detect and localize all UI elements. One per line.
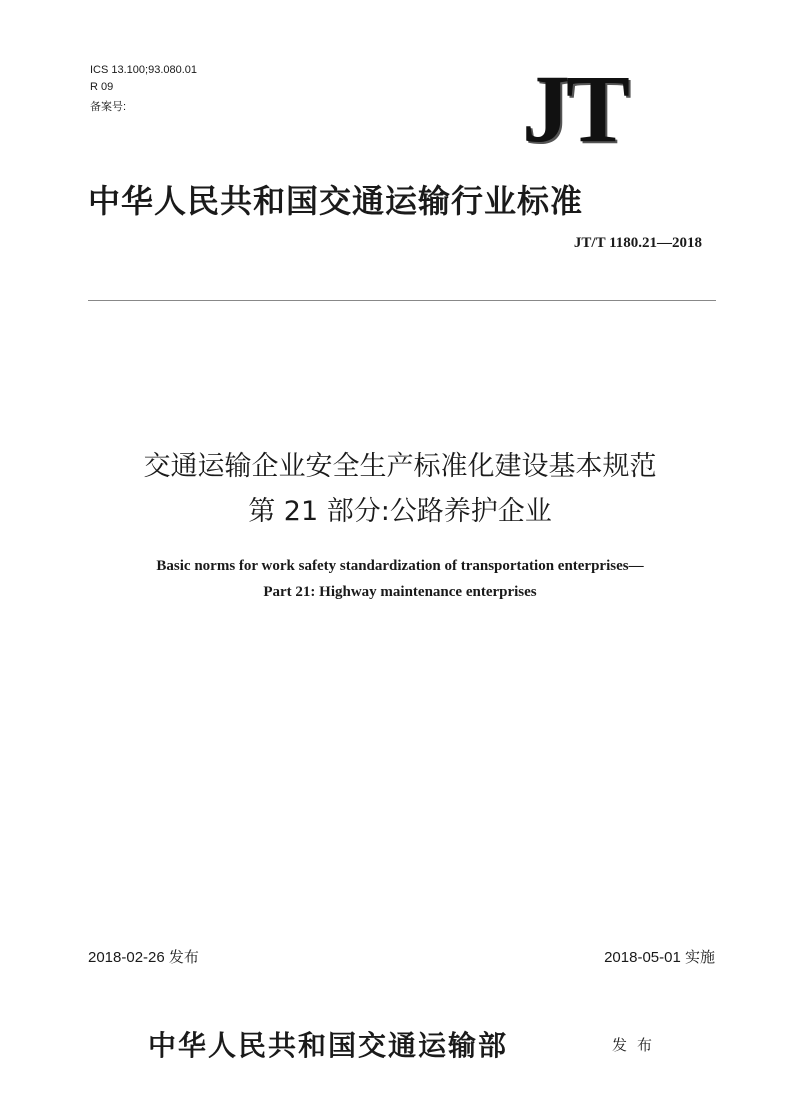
chinese-title-line2: 第 21 部分:公路养护企业: [248, 496, 552, 527]
issue-date: 2018-02-26 发布: [88, 949, 199, 966]
ics-code: ICS 13.100;93.080.01: [90, 64, 198, 76]
publisher-action: 发布: [612, 1036, 663, 1054]
header-divider: [88, 300, 716, 301]
english-title-line1: Basic norms for work safety standardization of transportation enterprises—: [156, 558, 644, 574]
implementation-date: 2018-05-01 实施: [604, 949, 715, 966]
standard-category-title: 中华人民共和国交通运输行业标准: [88, 182, 584, 220]
record-number-label: 备案号:: [90, 101, 127, 113]
jt-logo: JT: [522, 55, 627, 162]
chinese-title-line1: 交通运输企业安全生产标准化建设基本规范: [143, 451, 657, 482]
publisher-name: 中华人民共和国交通运输部: [148, 1029, 509, 1062]
ccs-code: R 09: [90, 81, 114, 93]
standard-number: JT/T 1180.21—2018: [573, 235, 702, 251]
english-title-line2: Part 21: Highway maintenance enterprises: [263, 584, 537, 600]
